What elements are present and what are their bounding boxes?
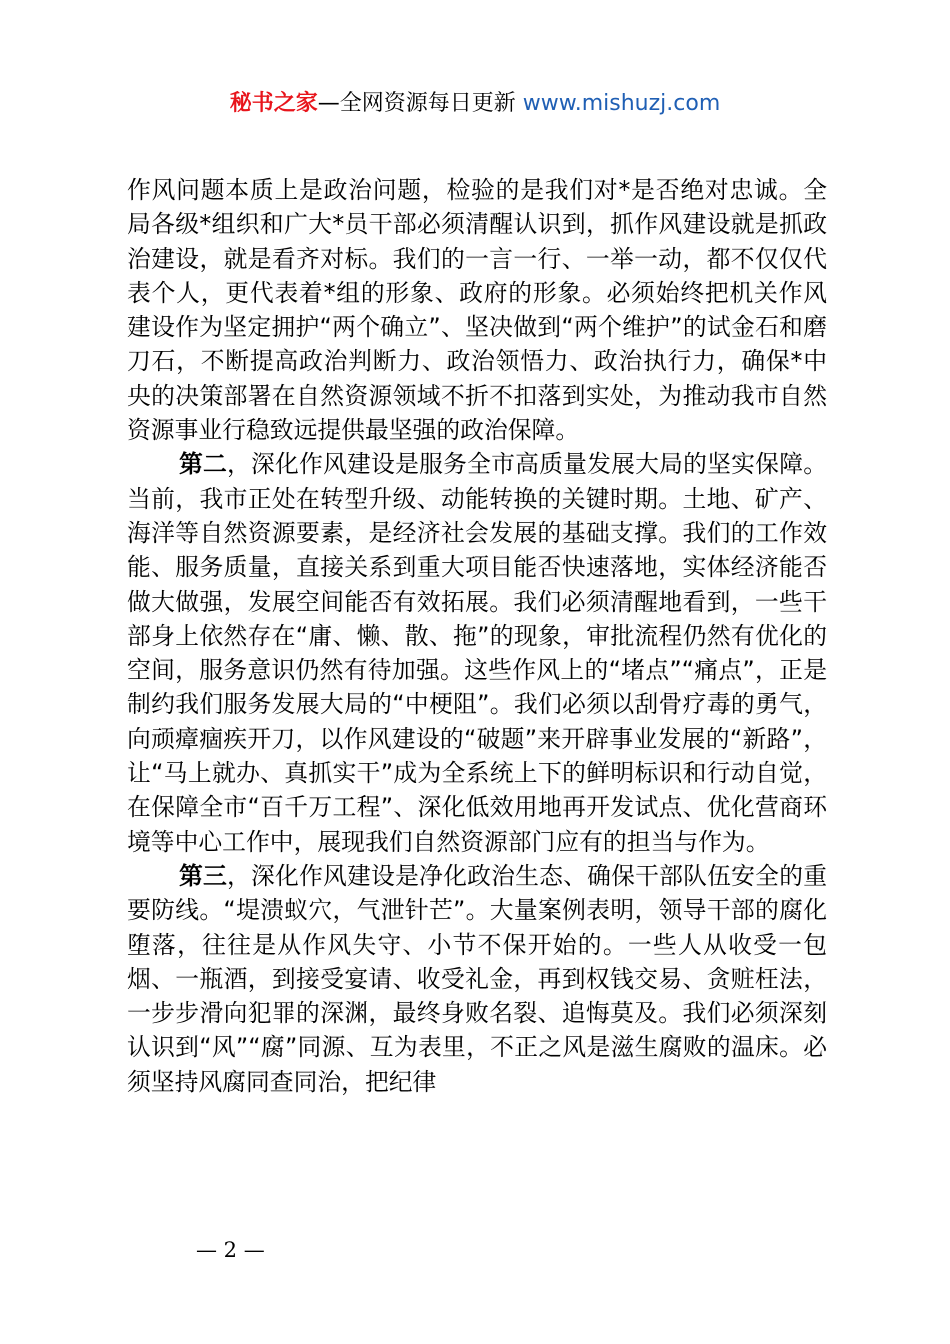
brand-name: 秘书之家 [229,91,318,116]
paragraph-3-lead: 第三 [179,861,228,890]
paragraph-2 [127,447,827,859]
paragraph-2-lead: 第二 [179,450,228,479]
site-header [0,88,950,120]
header-url-link[interactable]: www.mishuzj.com [522,91,721,116]
paragraph-3-text: ，深化作风建设是净化政治生态、确保干部队伍安全的重要防线。“堤溃蚁穴，气泄针芒”。大量案例表明，领导干部的腐化堕落，往往是从作风失守、小节不保开始的。一些人从收受一包烟、一瓶酒，到接受宴请、收受礼金，再到权钱交易、贪赃枉法，一步步滑向犯罪的深渊，最终身败名裂、追悔莫及。我们必须深刻认识到“风”“腐”同源、互为表里，不正之风是滋生腐败的温床。必须坚持风腐同查同治，把纪律 [127,861,827,1096]
header-tagline: —全网资源每日更新 [317,91,523,116]
paragraph-2-text: ，深化作风建设是服务全市高质量发展大局的坚实保障。当前，我市正处在转型升级、动能转换的关键时期。土地、矿产、海洋等自然资源要素，是经济社会发展的基础支撑。我们的工作效能、服务质量，直接关系到重大项目能否快速落地，实体经济能否做大做强，发展空间能否有效拓展。我们必须清醒地看到，一些干部身上依然存在“庸、懒、散、拖”的现象，审批流程仍然有优化的空间，服务意识仍然有待加强。这些作风上的“堵点”“痛点”，正是制约我们服务发展大局的“中梗阻”。我们必须以刮骨疗毒的勇气，向顽瘴痼疾开刀，以作风建设的“破题”来开辟事业发展的“新路”，让“马上就办、真抓实干”成为全系统上下的鲜明标识和行动自觉，在保障全市“百千万工程”、深化低效用地再开发试点、优化营商环境等中心工作中，展现我们自然资源部门应有的担当与作为。 [127,450,827,856]
paragraph-3 [127,859,827,1099]
document-body [127,173,827,1099]
page-number: — 2 — [196,1238,265,1262]
paragraph-1-text: 作风问题本质上是政治问题，检验的是我们对*是否绝对忠诚。全局各级*组织和广大*员干部必须清醒认识到，抓作风建设就是抓政治建设，就是看齐对标。我们的一言一行、一举一动，都不仅仅代表个人，更代表着*组的形象、政府的形象。必须始终把机关作风建设作为坚定拥护“两个确立”、坚决做到“两个维护”的试金石和磨刀石，不断提高政治判断力、政治领悟力、政治执行力，确保*中央的决策部署在自然资源领域不折不扣落到实处，为推动我市自然资源事业行稳致远提供最坚强的政治保障。 [127,176,827,445]
paragraph-1 [127,173,827,447]
